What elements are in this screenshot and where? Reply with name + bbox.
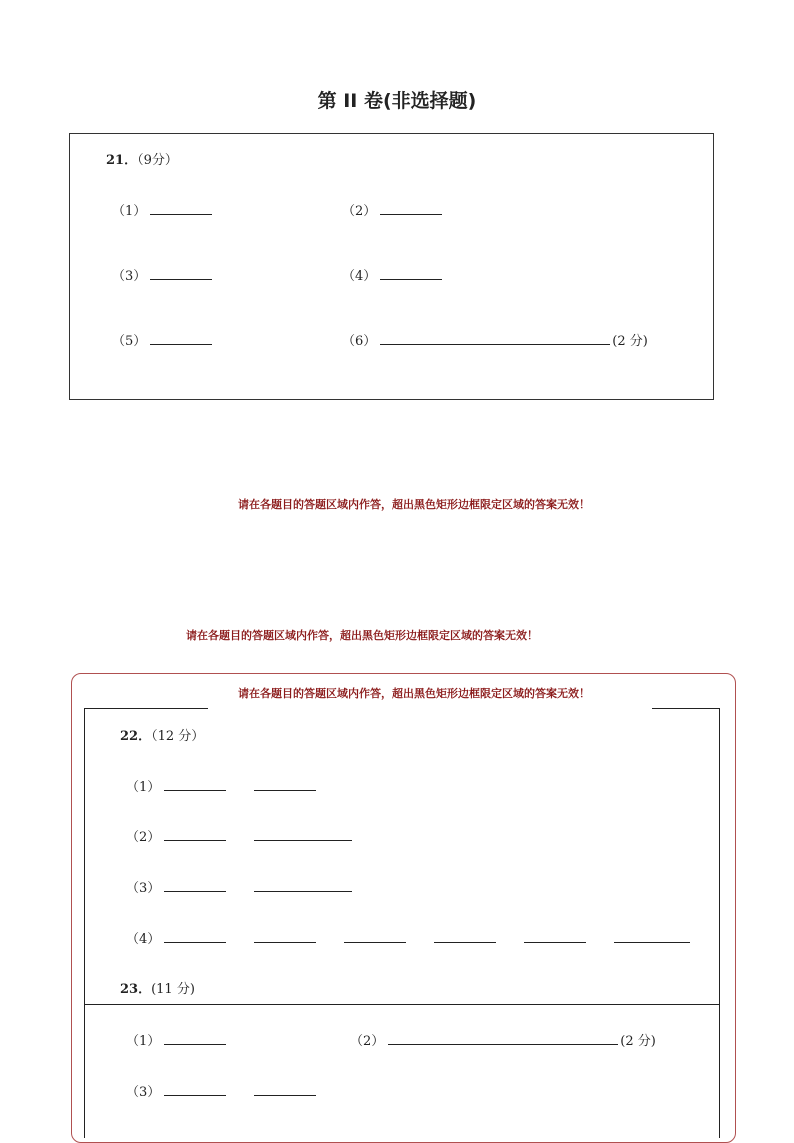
q23-item-2-suffix: (2 分) <box>620 1034 656 1049</box>
q21-item-3-blank[interactable] <box>150 265 212 280</box>
q22-q23-answer-box <box>84 708 720 1138</box>
q21-item-2 <box>342 200 442 219</box>
q23-heading <box>120 978 195 997</box>
q23-item-3-blank-b[interactable] <box>254 1081 316 1096</box>
q22-item-4 <box>126 928 690 947</box>
q22-item-3 <box>126 877 352 896</box>
q21-item-3-label: （3） <box>112 269 147 284</box>
q23-item-2-blank[interactable] <box>388 1030 618 1045</box>
q22-item-4-label: （4） <box>126 932 161 947</box>
q21-item-4-blank[interactable] <box>380 265 442 280</box>
q21-item-2-blank[interactable] <box>380 200 442 215</box>
q22-item-4-blank-a[interactable] <box>164 928 226 943</box>
q22-item-3-label: （3） <box>126 881 161 896</box>
q21-points: （9分） <box>137 153 178 168</box>
q22-item-4-blank-f[interactable] <box>614 928 690 943</box>
q23-divider <box>84 1004 720 1005</box>
q23-item-2-label: （2） <box>350 1034 385 1049</box>
q22-item-4-blank-e[interactable] <box>524 928 586 943</box>
q22-item-1-blank-b[interactable] <box>254 776 316 791</box>
q23-item-1-label: （1） <box>126 1034 161 1049</box>
q22-item-1-label: （1） <box>126 780 161 795</box>
q22-item-4-blank-b[interactable] <box>254 928 316 943</box>
q22-item-1 <box>126 776 316 795</box>
inner-box-top-right-border <box>652 708 720 709</box>
q21-item-4-label: （4） <box>342 269 377 284</box>
q21-item-1 <box>112 200 212 219</box>
q23-points: (11 分) <box>151 982 195 997</box>
q21-item-6-label: （6） <box>342 334 377 349</box>
q21-item-4 <box>342 265 442 284</box>
q23-number: 23． <box>120 982 152 997</box>
q22-item-2 <box>126 826 352 845</box>
q23-item-3-label: （3） <box>126 1085 161 1100</box>
q21-item-1-label: （1） <box>112 204 147 219</box>
q23-item-3 <box>126 1081 316 1100</box>
q21-heading <box>106 149 178 168</box>
boundary-warning-2: 请在各题目的答题区域内作答，超出黑色矩形边框限定区域的答案无效！ <box>186 629 538 642</box>
q23-item-1-blank[interactable] <box>164 1030 226 1045</box>
q22-item-4-blank-d[interactable] <box>434 928 496 943</box>
q21-item-5-blank[interactable] <box>150 330 212 345</box>
q22-item-4-blank-c[interactable] <box>344 928 406 943</box>
q22-item-1-blank-a[interactable] <box>164 776 226 791</box>
q22-item-3-blank-b[interactable] <box>254 877 352 892</box>
q21-item-6-blank[interactable] <box>380 330 610 345</box>
q22-number: 22． <box>120 729 152 744</box>
q23-item-2 <box>350 1030 656 1049</box>
q23-item-1 <box>126 1030 226 1049</box>
q21-item-5 <box>112 330 212 349</box>
q21-number: 21． <box>106 153 138 168</box>
q21-item-2-label: （2） <box>342 204 377 219</box>
q22-item-3-blank-a[interactable] <box>164 877 226 892</box>
q21-item-1-blank[interactable] <box>150 200 212 215</box>
q21-item-3 <box>112 265 212 284</box>
q22-item-2-blank-b[interactable] <box>254 826 352 841</box>
boundary-warning-1: 请在各题目的答题区域内作答，超出黑色矩形边框限定区域的答案无效！ <box>238 498 590 511</box>
inner-box-top-left-border <box>84 708 208 709</box>
q22-item-2-label: （2） <box>126 830 161 845</box>
q23-item-3-blank-a[interactable] <box>164 1081 226 1096</box>
q21-item-6-suffix: (2 分) <box>612 334 648 349</box>
q21-item-6 <box>342 330 648 349</box>
q22-item-2-blank-a[interactable] <box>164 826 226 841</box>
q22-points: （12 分） <box>151 729 205 744</box>
q22-heading <box>120 725 204 744</box>
boundary-warning-3: 请在各题目的答题区域内作答，超出黑色矩形边框限定区域的答案无效！ <box>238 687 590 700</box>
page-title: 第 II 卷(非选择题) <box>317 90 477 112</box>
q21-item-5-label: （5） <box>112 334 147 349</box>
